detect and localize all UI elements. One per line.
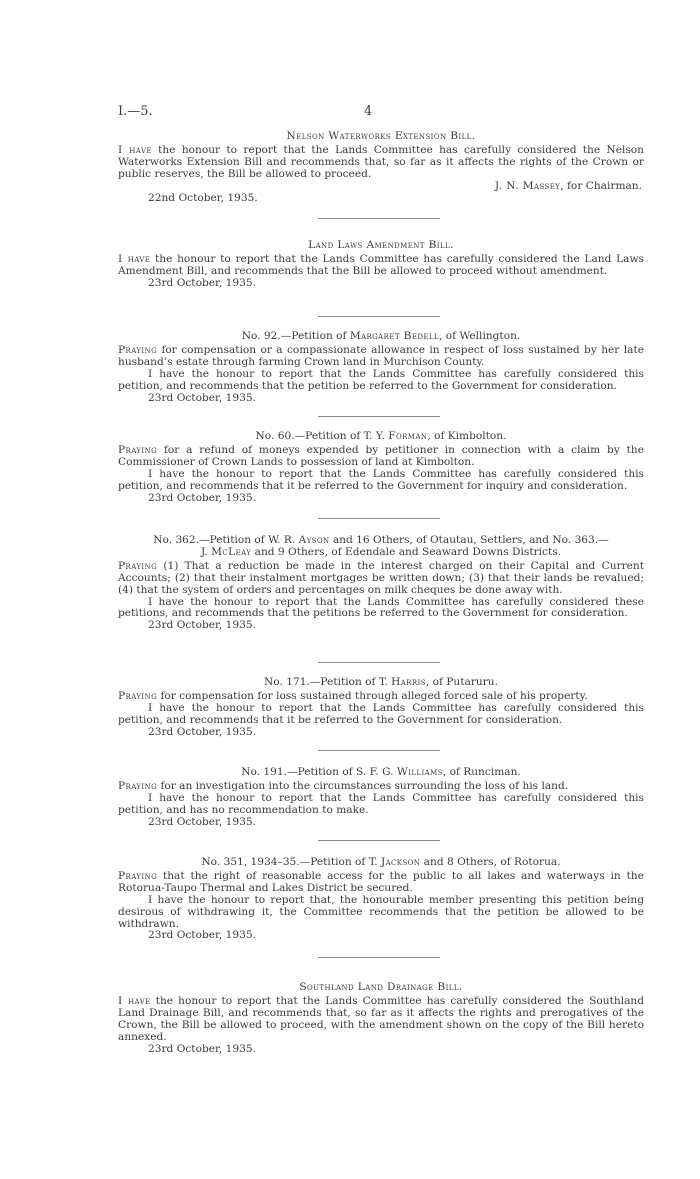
section-title xyxy=(118,535,644,559)
title-text: and 8 Others, of Rotorua. xyxy=(420,856,561,868)
petitioner-name: McLeay xyxy=(211,545,252,558)
title-text: No. 351, 1934–35.—Petition of T. xyxy=(201,856,381,868)
report-paragraph: I have the honour to report that, the honourable member presenting this petition being desirous of withdrawing it, the Committee recommends that the petition be allowed to be withdrawn. xyxy=(118,893,644,930)
prayer-paragraph xyxy=(118,445,644,469)
section-divider xyxy=(318,316,440,317)
section-petition-92 xyxy=(118,331,644,404)
lead-words: Praying xyxy=(118,869,158,882)
title-text: , of Runciman. xyxy=(442,766,521,778)
report-date: 23rd October, 1935. xyxy=(148,725,256,738)
lead-words: Praying xyxy=(118,559,158,572)
report-paragraph: I have the honour to report that the Lands Committee has carefully considered these petitions, and recommends that the petitions be referred to the Government for consideration. xyxy=(118,595,644,620)
lead-words: I have xyxy=(118,143,152,156)
report-date: 23rd October, 1935. xyxy=(148,491,256,504)
title-text: No. 60.—Petition of T. Y. xyxy=(255,430,389,442)
section-title xyxy=(118,331,644,343)
report-paragraph: I have the honour to report that the Lands Committee has carefully considered this petition, and recommends that it be referred to the Government for inquiry and consideration. xyxy=(118,467,644,492)
signature-name: J. N. Massey xyxy=(494,179,561,192)
prayer-text: for compensation or a compassionate allowance in respect of loss sustained by her late husband’s estate through farming Crown land in Murchison County. xyxy=(118,343,644,368)
prayer-text: that the right of reasonable access for the public to all lakes and waterways in the Rotorua-Taupo Thermal and Lakes District be secured. xyxy=(118,869,644,894)
report-text: the honour to report that the Lands Committee has carefully considered the Southland Land Drainage Bill, and recommends that, so far as it affects the rights and prerogatives of the Crown, the Bill be allowed to proceed, with the amendment shown on the copy of the Bill hereto annexed. xyxy=(118,994,644,1043)
section-petition-60 xyxy=(118,431,644,504)
section-petition-362 xyxy=(118,535,644,632)
prayer-paragraph xyxy=(118,871,644,895)
title-text: No. 92.—Petition of xyxy=(241,330,350,342)
title-line xyxy=(118,547,644,559)
title-text: No. 362.—Petition of W. R. xyxy=(153,534,299,546)
report-date: 23rd October, 1935. xyxy=(148,276,256,289)
report-date: 23rd October, 1935. xyxy=(148,929,256,942)
title-text: , of Wellington. xyxy=(438,330,521,342)
title-text: J. xyxy=(200,545,212,558)
section-petition-351 xyxy=(118,857,644,942)
report-date: 23rd October, 1935. xyxy=(148,815,256,828)
title-text: No. 171.—Petition of T. xyxy=(264,676,392,688)
prayer-text: for compensation for loss sustained through alleged forced sale of his property. xyxy=(157,689,588,702)
section-land-laws-bill xyxy=(118,240,644,290)
section-petition-191 xyxy=(118,767,644,829)
section-divider xyxy=(318,518,440,519)
section-title: Land Laws Amendment Bill. xyxy=(308,239,454,251)
section-title xyxy=(118,857,644,869)
petitioner-name: Williams xyxy=(396,766,443,778)
section-nelson-bill xyxy=(118,131,644,204)
title-text: and 9 Others, of Edendale and Seaward Downs Districts. xyxy=(251,545,562,558)
petitioner-name: Ayson xyxy=(298,534,330,546)
prayer-text: (1) That a reduction be made in the interest charged on their Capital and Current Accounts; (2) that their instalment mortgages be written down; (3) that their lands be revalued; (4) that the system of orders and percentages on milk cheques be done away with. xyxy=(118,559,644,596)
section-southland-bill xyxy=(118,982,644,1055)
page-number: 4 xyxy=(364,104,373,119)
title-text: No. 191.—Petition of S. F. G. xyxy=(241,766,397,778)
report-paragraph xyxy=(118,996,644,1044)
section-title xyxy=(118,677,644,689)
section-title xyxy=(118,431,644,443)
section-divider xyxy=(318,218,440,219)
lead-words: Praying xyxy=(118,689,158,702)
section-divider xyxy=(318,416,440,417)
report-text: the honour to report that the Lands Committee has carefully considered the Nelson Waterworks Extension Bill and recommends that, so far as it affects the rights of the Crown or public reserves, the Bill be allowed to proceed. xyxy=(118,143,644,180)
petitioner-name: Harris xyxy=(391,676,426,688)
title-text: , of Putaruru. xyxy=(425,676,498,688)
prayer-paragraph xyxy=(118,345,644,369)
section-divider xyxy=(318,957,440,958)
prayer-text: for an investigation into the circumstances surrounding the loss of his land. xyxy=(157,779,569,792)
title-text: , of Kimbolton. xyxy=(427,430,507,442)
petitioner-name: Margaret Bedell xyxy=(349,330,439,342)
report-date: 22nd October, 1935. xyxy=(148,191,258,204)
signature-role: , for Chairman. xyxy=(560,179,642,192)
lead-words: Praying xyxy=(118,343,158,356)
report-date: 23rd October, 1935. xyxy=(148,1042,256,1055)
section-petition-171 xyxy=(118,677,644,739)
report-paragraph xyxy=(118,254,644,278)
report-text: the honour to report that the Lands Committee has carefully considered the Land Laws Amendment Bill, and recommends that the Bill be allowed to proceed without amendment. xyxy=(118,252,644,277)
lead-words: I have xyxy=(118,252,151,265)
lead-words: Praying xyxy=(118,779,158,792)
prayer-text: for a refund of moneys expended by petitioner in connection with a claim by the Commissioner of Crown Lands to possession of land at Kimbolton. xyxy=(118,443,644,468)
petitioner-name: Jackson xyxy=(380,856,421,868)
section-divider xyxy=(318,750,440,751)
section-divider xyxy=(318,662,440,663)
section-divider xyxy=(318,840,440,841)
petitioner-name: Forman xyxy=(388,430,428,442)
report-paragraph: I have the honour to report that the Lands Committee has carefully considered this petition, and recommends that the petition be referred to the Government for consideration. xyxy=(118,367,644,392)
section-title: Nelson Waterworks Extension Bill. xyxy=(286,130,476,142)
report-paragraph: I have the honour to report that the Lands Committee has carefully considered this petition, and has no recommendation to make. xyxy=(118,791,644,816)
report-date: 23rd October, 1935. xyxy=(148,391,256,404)
section-title xyxy=(118,767,644,779)
document-reference: I.—5. xyxy=(118,104,153,119)
section-title: Southland Land Drainage Bill. xyxy=(299,981,463,993)
prayer-paragraph xyxy=(118,561,644,597)
report-paragraph: I have the honour to report that the Lands Committee has carefully considered this petition, and recommends that it be referred to the Government for consideration. xyxy=(118,701,644,726)
report-paragraph xyxy=(118,145,644,181)
lead-words: Praying xyxy=(118,443,158,456)
signature xyxy=(118,181,644,193)
lead-words: I have xyxy=(118,994,151,1007)
title-text: and 16 Others, of Otautau, Settlers, and No. 363.— xyxy=(329,534,609,546)
report-date: 23rd October, 1935. xyxy=(148,619,256,632)
